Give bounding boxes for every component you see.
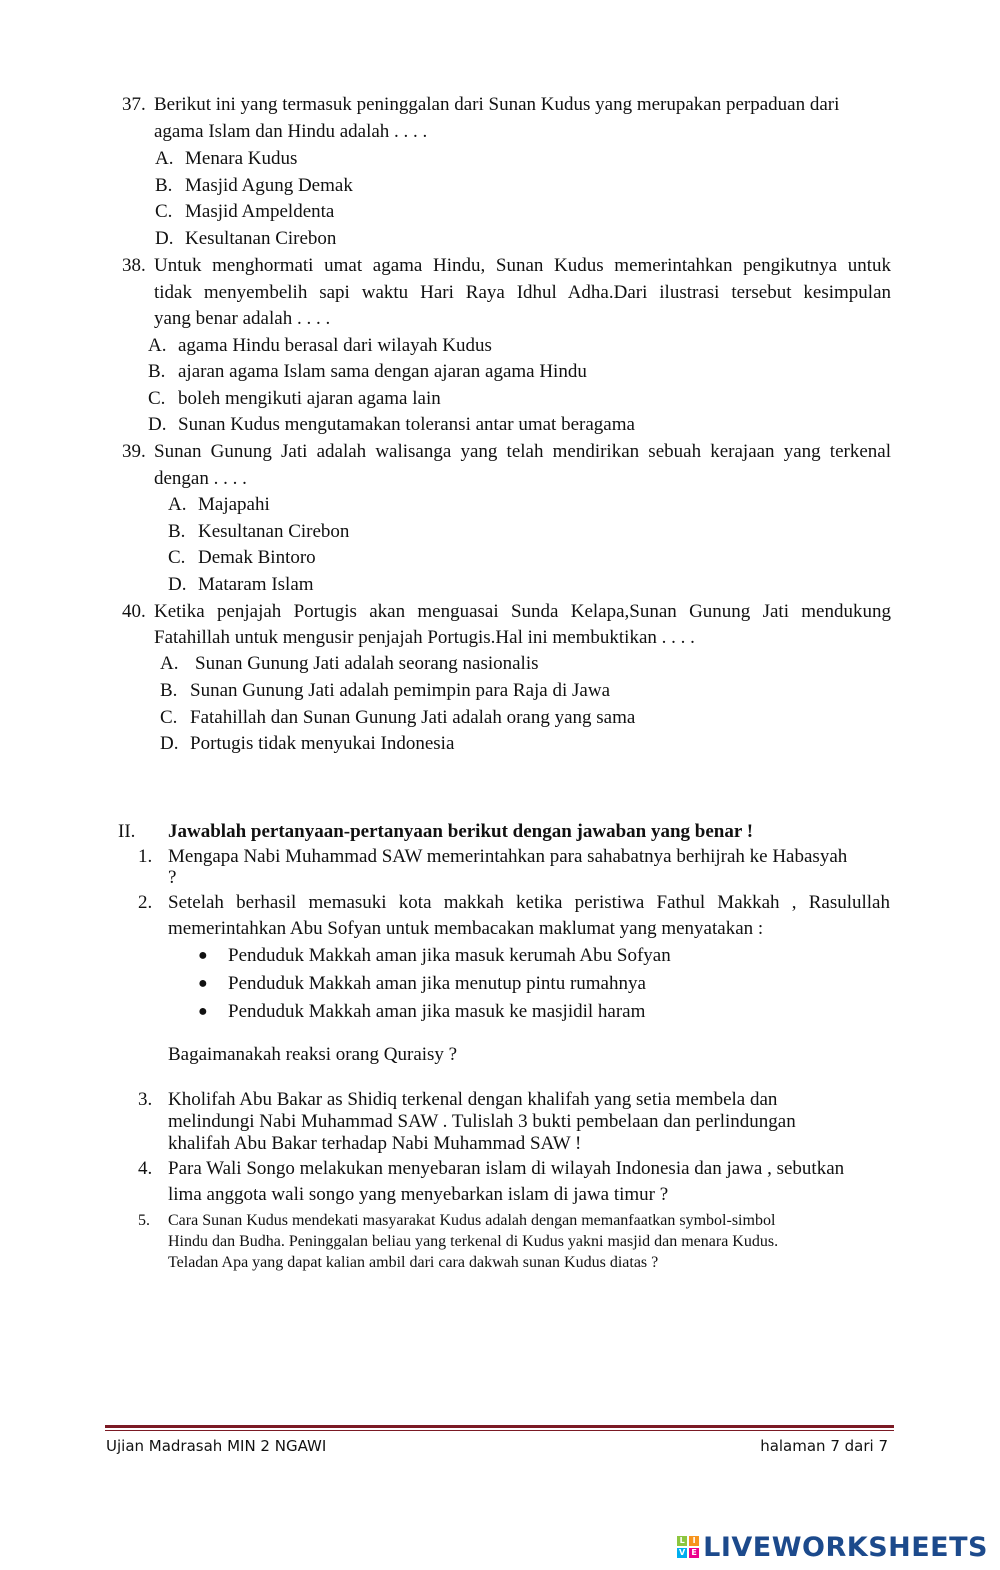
essay-text-line: Hindu dan Budha. Peninggalan beliau yang terkenal di Kudus yakni masjid dan menara Kudus. xyxy=(168,1233,779,1250)
option-text: ajaran agama Islam sama dengan ajaran agama Hindu xyxy=(178,361,587,382)
question-text-line: agama Islam dan Hindu adalah . . . . xyxy=(154,121,428,142)
question-text-line: yang benar adalah . . . . xyxy=(154,308,331,329)
option-letter: D. xyxy=(160,733,179,754)
essay-text-line: Cara Sunan Kudus mendekati masyarakat Kudus adalah dengan memanfaatkan symbol-simbol xyxy=(168,1212,776,1229)
option-text: Menara Kudus xyxy=(185,148,298,169)
option-text: Sunan Gunung Jati adalah seorang nasionalis xyxy=(195,653,539,674)
option-text: Sunan Gunung Jati adalah pemimpin para Raja di Jawa xyxy=(190,680,611,701)
option-letter: A. xyxy=(160,653,179,674)
option-letter: A. xyxy=(148,335,167,356)
bullet-icon: ● xyxy=(198,947,208,964)
bullet-text: Penduduk Makkah aman jika masuk ke masjidil haram xyxy=(228,1001,646,1022)
essay-text-line: khalifah Abu Bakar terhadap Nabi Muhammad SAW ! xyxy=(168,1133,582,1154)
question-text-line: Ketika penjajah Portugis akan menguasai Sunda Kelapa,Sunan Gunung Jati mendukung xyxy=(154,601,891,622)
question-text-line: dengan . . . . xyxy=(154,468,247,489)
option-text: agama Hindu berasal dari wilayah Kudus xyxy=(178,335,492,356)
option-letter: B. xyxy=(160,680,178,701)
essay-text-line: Setelah berhasil memasuki kota makkah ketika peristiwa Fathul Makkah , Rasulullah xyxy=(168,892,890,913)
bullet-text: Penduduk Makkah aman jika menutup pintu rumahnya xyxy=(228,973,646,994)
option-letter: C. xyxy=(160,707,178,728)
option-letter: A. xyxy=(168,494,187,515)
footer-rule-thick xyxy=(105,1425,894,1428)
option-text: Demak Bintoro xyxy=(198,547,316,568)
essay-text-line: ? xyxy=(168,867,177,888)
option-text: Masjid Agung Demak xyxy=(185,175,353,196)
essay-number: 1. xyxy=(138,846,153,867)
option-text: Masjid Ampeldenta xyxy=(185,201,335,222)
option-text: Fatahillah dan Sunan Gunung Jati adalah orang yang sama xyxy=(190,707,636,728)
option-letter: D. xyxy=(148,414,167,435)
option-text: Mataram Islam xyxy=(198,574,314,595)
question-number: 38. xyxy=(122,255,146,276)
option-letter: C. xyxy=(148,388,166,409)
essay-number: 4. xyxy=(138,1158,153,1179)
essay-number: 3. xyxy=(138,1089,153,1110)
logo-tile: E xyxy=(689,1548,699,1558)
bullet-icon: ● xyxy=(198,975,208,992)
essay-followup: Bagaimanakah reaksi orang Quraisy ? xyxy=(168,1044,458,1065)
question-text-line: Sunan Gunung Jati adalah walisanga yang telah mendirikan sebuah kerajaan yang terkenal xyxy=(154,441,891,462)
section-heading: Jawablah pertanyaan-pertanyaan berikut dengan jawaban yang benar ! xyxy=(168,821,754,842)
bullet-text: Penduduk Makkah aman jika masuk kerumah Abu Sofyan xyxy=(228,945,671,966)
logo-tile: L xyxy=(677,1536,687,1546)
option-letter: C. xyxy=(155,201,173,222)
footer-school: Ujian Madrasah MIN 2 NGAWI xyxy=(106,1437,327,1455)
option-letter: C. xyxy=(168,547,186,568)
logo-grid-icon xyxy=(677,1536,699,1558)
essay-text-line: Para Wali Songo melakukan menyebaran islam di wilayah Indonesia dan jawa , sebutkan xyxy=(168,1158,845,1179)
question-number: 40. xyxy=(122,601,146,622)
essay-number: 2. xyxy=(138,892,153,913)
option-letter: B. xyxy=(155,175,173,196)
question-text-line: tidak menyembelih sapi waktu Hari Raya Idhul Adha.Dari ilustrasi tersebut kesimpulan xyxy=(154,282,891,303)
option-letter: B. xyxy=(148,361,166,382)
essay-text-line: melindungi Nabi Muhammad SAW . Tulislah 3 bukti pembelaan dan perlindungan xyxy=(168,1111,796,1132)
question-number: 37. xyxy=(122,94,146,115)
option-text: Majapahi xyxy=(198,494,270,515)
logo-tile: I xyxy=(689,1536,699,1546)
essay-text-line: Mengapa Nabi Muhammad SAW memerintahkan para sahabatnya berhijrah ke Habasyah xyxy=(168,846,848,867)
question-number: 39. xyxy=(122,441,146,462)
option-text: Kesultanan Cirebon xyxy=(185,228,337,249)
essay-text-line: Teladan Apa yang dapat kalian ambil dari cara dakwah sunan Kudus diatas ? xyxy=(168,1254,659,1271)
option-letter: B. xyxy=(168,521,186,542)
essay-text-line: Kholifah Abu Bakar as Shidiq terkenal dengan khalifah yang setia membela dan xyxy=(168,1089,778,1110)
bullet-icon: ● xyxy=(198,1003,208,1020)
section-numeral: II. xyxy=(118,821,136,842)
essay-text-line: memerintahkan Abu Sofyan untuk membacakan maklumat yang menyatakan : xyxy=(168,918,764,939)
logo-tile: V xyxy=(679,1548,686,1557)
option-text: Kesultanan Cirebon xyxy=(198,521,350,542)
footer-page-number: halaman 7 dari 7 xyxy=(760,1437,888,1455)
option-text: Sunan Kudus mengutamakan toleransi antar umat beragama xyxy=(178,414,635,435)
option-text: boleh mengikuti ajaran agama lain xyxy=(178,388,441,409)
essay-text-line: lima anggota wali songo yang menyebarkan islam di jawa timur ? xyxy=(168,1184,669,1205)
option-letter: A. xyxy=(155,148,174,169)
question-text-line: Untuk menghormati umat agama Hindu, Sunan Kudus memerintahkan pengikutnya untuk xyxy=(154,255,891,276)
option-text: Portugis tidak menyukai Indonesia xyxy=(190,733,455,754)
logo-wordmark: LIVEWORKSHEETS xyxy=(703,1531,988,1563)
option-letter: D. xyxy=(168,574,187,595)
footer-rule-thin xyxy=(105,1430,894,1431)
liveworksheets-logo xyxy=(677,1530,988,1564)
question-text-line: Berikut ini yang termasuk peninggalan dari Sunan Kudus yang merupakan perpaduan dari xyxy=(154,94,840,115)
question-text-line: Fatahillah untuk mengusir penjajah Portugis.Hal ini membuktikan . . . . xyxy=(154,627,695,648)
option-letter: D. xyxy=(155,228,174,249)
essay-number: 5. xyxy=(138,1212,150,1229)
